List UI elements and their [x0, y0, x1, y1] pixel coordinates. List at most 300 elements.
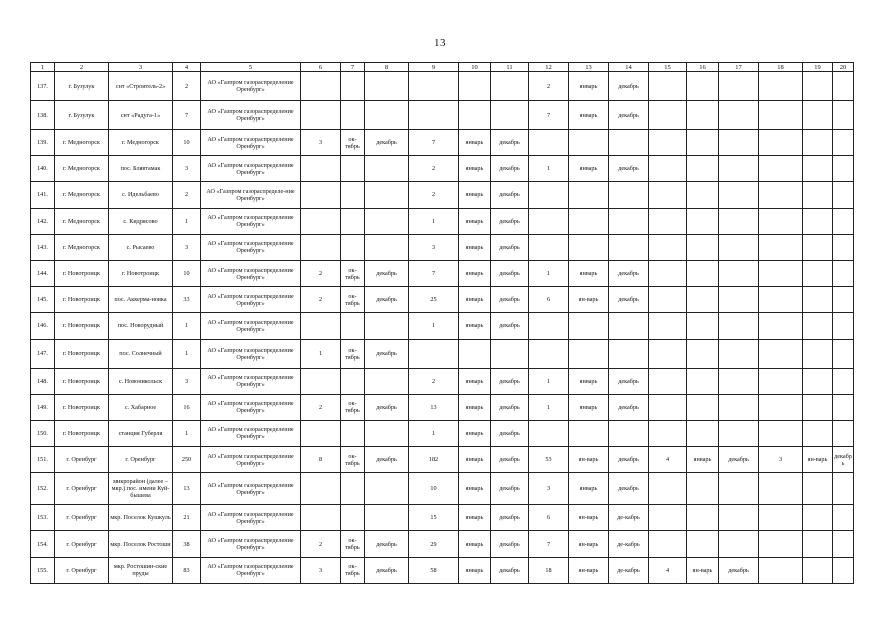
table-cell: 2 [173, 72, 201, 101]
table-cell [569, 182, 609, 208]
table-cell: 7 [409, 260, 459, 286]
table-cell: АО «Газпром газораспределение Оренбург» [201, 473, 301, 505]
table-cell [687, 287, 719, 313]
table-cell: декабрь [365, 394, 409, 420]
table-cell: 38 [173, 531, 201, 557]
table-cell [649, 287, 687, 313]
table-cell: ян-варь [569, 531, 609, 557]
table-cell [687, 156, 719, 182]
table-cell [803, 368, 833, 394]
table-cell: г. Бузулук [55, 101, 109, 130]
table-cell: декабрь [491, 130, 529, 156]
table-cell [301, 234, 341, 260]
table-cell: 2 [301, 260, 341, 286]
table-cell: 53 [529, 447, 569, 473]
table-cell [687, 313, 719, 339]
table-cell: 3 [409, 234, 459, 260]
table-cell: мкр. Поселок Ростоши [109, 531, 173, 557]
table-cell [301, 368, 341, 394]
table-cell: январь [569, 156, 609, 182]
table-cell: 10 [173, 130, 201, 156]
table-cell: 139. [31, 130, 55, 156]
table-row [31, 531, 854, 557]
table-cell [649, 208, 687, 234]
table-cell [759, 260, 803, 286]
table-cell [833, 287, 854, 313]
table-cell [687, 420, 719, 446]
table-cell [569, 130, 609, 156]
table-cell: 148. [31, 368, 55, 394]
table-cell: январь [569, 260, 609, 286]
table-cell: декабрь [609, 473, 649, 505]
table-cell: 3 [301, 557, 341, 583]
table-cell [649, 339, 687, 368]
table-cell: 15 [409, 505, 459, 531]
table-cell: г. Новотроицк [55, 260, 109, 286]
table-cell: январь [569, 368, 609, 394]
table-cell: декабрь [491, 531, 529, 557]
table-cell: с. Рысаево [109, 234, 173, 260]
table-cell [649, 156, 687, 182]
table-row [31, 260, 854, 286]
table-cell [803, 505, 833, 531]
table-cell [759, 72, 803, 101]
table-cell [529, 313, 569, 339]
table-cell [341, 156, 365, 182]
table-cell [301, 182, 341, 208]
table-cell: 7 [529, 101, 569, 130]
table-cell: 155. [31, 557, 55, 583]
table-cell: пос. Блявтамак [109, 156, 173, 182]
table-cell [759, 531, 803, 557]
table-cell: 150. [31, 420, 55, 446]
table-cell [833, 394, 854, 420]
table-row [31, 473, 854, 505]
table-cell: 182 [409, 447, 459, 473]
table-cell [803, 101, 833, 130]
table-cell: январь [569, 473, 609, 505]
table-cell: пос. Солнечный [109, 339, 173, 368]
table-cell: ок-тябрь [341, 130, 365, 156]
table-cell: декабрь [365, 130, 409, 156]
table-cell: 7 [173, 101, 201, 130]
table-cell: 154. [31, 531, 55, 557]
table-cell: 1 [409, 208, 459, 234]
table-cell: АО «Газпром газораспределение Оренбург» [201, 339, 301, 368]
table-cell [833, 368, 854, 394]
table-cell [719, 208, 759, 234]
table-cell [341, 368, 365, 394]
table-cell [687, 208, 719, 234]
table-cell [719, 394, 759, 420]
table-cell [687, 394, 719, 420]
table-cell [649, 101, 687, 130]
table-cell: г. Новотроицк [55, 313, 109, 339]
table-cell: 6 [529, 287, 569, 313]
table-cell [687, 101, 719, 130]
table-cell [649, 313, 687, 339]
table-cell: г. Новотроицк [109, 260, 173, 286]
table-cell: АО «Газпром газораспределе-ние Оренбург» [201, 182, 301, 208]
table-cell: январь [459, 447, 491, 473]
table-cell: АО «Газпром газораспределение Оренбург» [201, 557, 301, 583]
table-cell [719, 505, 759, 531]
table-cell: декабрь [719, 557, 759, 583]
table-cell [301, 505, 341, 531]
table-cell [759, 208, 803, 234]
table-cell: г. Медногорск [109, 130, 173, 156]
table-cell: ян-варь [803, 447, 833, 473]
table-cell [341, 505, 365, 531]
table-cell: г. Медногорск [55, 234, 109, 260]
table-cell: г. Новотроицк [55, 368, 109, 394]
table-cell: 1 [529, 368, 569, 394]
table-cell: 10 [173, 260, 201, 286]
table-cell: 145. [31, 287, 55, 313]
table-cell [341, 182, 365, 208]
table-cell [491, 72, 529, 101]
table-cell: мкр. Ростошин-ские пруды [109, 557, 173, 583]
table-cell: г. Оренбург [55, 557, 109, 583]
table-cell: январь [459, 234, 491, 260]
table-cell [365, 182, 409, 208]
table-cell: 2 [409, 156, 459, 182]
column-header: 17 [719, 63, 759, 72]
table-cell: АО «Газпром газораспределение Оренбург» [201, 394, 301, 420]
table-cell: г. Медногорск [55, 182, 109, 208]
table-cell: г. Бузулук [55, 72, 109, 101]
table-cell [833, 234, 854, 260]
table-cell [833, 339, 854, 368]
table-cell: 4 [649, 557, 687, 583]
table-cell [687, 130, 719, 156]
table-cell: 1 [409, 313, 459, 339]
table-cell: г. Оренбург [55, 447, 109, 473]
column-header: 19 [803, 63, 833, 72]
table-cell: 140. [31, 156, 55, 182]
table-cell: декабрь [491, 260, 529, 286]
table-cell [759, 182, 803, 208]
table-cell: г. Новотроицк [55, 339, 109, 368]
table-cell [719, 531, 759, 557]
table-cell: 152. [31, 473, 55, 505]
table-cell: де-кабрь [609, 557, 649, 583]
column-header: 16 [687, 63, 719, 72]
table-cell: декабрь [491, 394, 529, 420]
table-row [31, 447, 854, 473]
table-cell: г. Новотроицк [55, 420, 109, 446]
table-cell: январь [459, 394, 491, 420]
table-cell: 3 [173, 368, 201, 394]
table-cell: г. Оренбург [55, 473, 109, 505]
table-cell [649, 473, 687, 505]
table-cell: 2 [301, 394, 341, 420]
table-cell [833, 473, 854, 505]
table-cell [649, 234, 687, 260]
table-cell: 13 [173, 473, 201, 505]
table-cell: АО «Газпром газораспределение Оренбург» [201, 505, 301, 531]
table-cell: с. Хабарное [109, 394, 173, 420]
column-header: 15 [649, 63, 687, 72]
table-cell [833, 182, 854, 208]
column-header: 5 [201, 63, 301, 72]
table-row [31, 182, 854, 208]
table-cell [365, 156, 409, 182]
table-cell [719, 72, 759, 101]
table-cell [687, 182, 719, 208]
table-cell: ян-варь [569, 447, 609, 473]
table-row [31, 72, 854, 101]
table-cell: 2 [409, 182, 459, 208]
table-cell: ок-тябрь [341, 557, 365, 583]
table-cell: ок-тябрь [341, 339, 365, 368]
table-row [31, 287, 854, 313]
table-cell: декабрь [491, 505, 529, 531]
table-cell [491, 339, 529, 368]
table-cell [365, 368, 409, 394]
table-cell: 3 [301, 130, 341, 156]
table-cell: январь [569, 394, 609, 420]
table-cell [833, 130, 854, 156]
table-cell [719, 339, 759, 368]
table-cell [649, 420, 687, 446]
table-cell [759, 234, 803, 260]
table-cell [687, 72, 719, 101]
table-cell [759, 339, 803, 368]
column-header: 7 [341, 63, 365, 72]
table-cell [529, 208, 569, 234]
table-cell: 1 [529, 394, 569, 420]
table-cell: 146. [31, 313, 55, 339]
table-cell: 33 [173, 287, 201, 313]
table-row [31, 420, 854, 446]
table-cell [687, 234, 719, 260]
table-cell: январь [459, 473, 491, 505]
table-cell: 29 [409, 531, 459, 557]
table-cell: 83 [173, 557, 201, 583]
column-header: 14 [609, 63, 649, 72]
table-cell: 2 [301, 531, 341, 557]
column-header: 13 [569, 63, 609, 72]
table-cell: г. Оренбург [109, 447, 173, 473]
table-cell [341, 101, 365, 130]
table-cell [803, 420, 833, 446]
table-cell: г. Медногорск [55, 130, 109, 156]
table-cell: АО «Газпром газораспределение Оренбург» [201, 208, 301, 234]
table-row [31, 313, 854, 339]
table-cell [649, 531, 687, 557]
table-cell [301, 473, 341, 505]
table-cell [301, 313, 341, 339]
column-header: 10 [459, 63, 491, 72]
table-cell [649, 182, 687, 208]
table-cell: декабрь [491, 447, 529, 473]
table-row [31, 234, 854, 260]
table-cell: г. Оренбург [55, 531, 109, 557]
table-cell [365, 101, 409, 130]
table-cell [759, 313, 803, 339]
table-cell: АО «Газпром газораспределение Оренбург» [201, 531, 301, 557]
table-cell [569, 208, 609, 234]
table-cell [341, 72, 365, 101]
table-cell: декабрь [491, 557, 529, 583]
table-cell: декабрь [609, 368, 649, 394]
table-cell: декабрь [491, 208, 529, 234]
table-cell [569, 313, 609, 339]
table-cell: декабрь [491, 234, 529, 260]
table-cell: 3 [173, 234, 201, 260]
table-cell [759, 287, 803, 313]
table-cell [719, 156, 759, 182]
table-cell [301, 156, 341, 182]
table-cell [341, 420, 365, 446]
table-cell [803, 531, 833, 557]
table-cell [833, 101, 854, 130]
table-cell [365, 72, 409, 101]
table-cell [803, 313, 833, 339]
table-cell: декабрь [609, 101, 649, 130]
table-cell: ок-тябрь [341, 531, 365, 557]
table-cell [301, 101, 341, 130]
header-row [31, 63, 854, 72]
column-header: 6 [301, 63, 341, 72]
table-cell: декабрь [491, 420, 529, 446]
table-cell: 7 [409, 130, 459, 156]
table-cell: декабрь [833, 447, 854, 473]
table-cell: АО «Газпром газораспределение Оренбург» [201, 130, 301, 156]
table-cell [365, 313, 409, 339]
table-cell: 2 [301, 287, 341, 313]
table-cell: АО «Газпром газораспределение Оренбург» [201, 234, 301, 260]
table-cell [609, 339, 649, 368]
table-cell: январь [459, 420, 491, 446]
table-cell [609, 234, 649, 260]
table-cell [649, 130, 687, 156]
table-cell [365, 234, 409, 260]
table-cell [759, 473, 803, 505]
table-cell [687, 260, 719, 286]
column-header: 2 [55, 63, 109, 72]
table-cell [365, 208, 409, 234]
table-cell [687, 473, 719, 505]
table-cell [833, 156, 854, 182]
table-cell [301, 208, 341, 234]
table-cell: декабрь [491, 182, 529, 208]
column-header: 4 [173, 63, 201, 72]
table-cell [803, 260, 833, 286]
table-cell [459, 72, 491, 101]
table-cell: АО «Газпром газораспределение Оренбург» [201, 72, 301, 101]
table-cell [803, 182, 833, 208]
table-cell [609, 313, 649, 339]
table-cell: январь [569, 101, 609, 130]
table-cell [529, 339, 569, 368]
table-cell: 21 [173, 505, 201, 531]
table-cell: декабрь [609, 394, 649, 420]
table-cell [459, 339, 491, 368]
table-cell [409, 72, 459, 101]
table-cell [301, 72, 341, 101]
table-cell [719, 368, 759, 394]
table-cell [341, 208, 365, 234]
table-cell [365, 473, 409, 505]
table-cell: декабрь [609, 260, 649, 286]
table-cell [569, 420, 609, 446]
table-cell [833, 420, 854, 446]
table-cell: г. Новотроицк [55, 394, 109, 420]
table-cell: декабрь [365, 287, 409, 313]
table-cell: 250 [173, 447, 201, 473]
table-cell: 3 [529, 473, 569, 505]
table-cell: АО «Газпром газораспределение Оренбург» [201, 447, 301, 473]
table-cell: ок-тябрь [341, 394, 365, 420]
table-cell: январь [459, 287, 491, 313]
table-cell [569, 234, 609, 260]
table-cell: январь [687, 447, 719, 473]
column-header: 9 [409, 63, 459, 72]
table-cell: январь [459, 260, 491, 286]
table-cell: 1 [409, 420, 459, 446]
column-header: 18 [759, 63, 803, 72]
table-cell [609, 130, 649, 156]
table-cell: ок-тябрь [341, 287, 365, 313]
table-cell: январь [459, 313, 491, 339]
table-cell [459, 101, 491, 130]
table-cell [759, 156, 803, 182]
table-cell: декабрь [719, 447, 759, 473]
table-cell: 25 [409, 287, 459, 313]
table-cell: снт «Радуга-1» [109, 101, 173, 130]
table-cell [529, 234, 569, 260]
table-row [31, 505, 854, 531]
table-cell: декабрь [491, 313, 529, 339]
table-cell [529, 420, 569, 446]
table-cell: 3 [759, 447, 803, 473]
table-cell: 1 [529, 260, 569, 286]
table-cell: 6 [529, 505, 569, 531]
table-cell [759, 420, 803, 446]
table-cell [341, 313, 365, 339]
table-cell: с. Идельбаево [109, 182, 173, 208]
table-cell: 143. [31, 234, 55, 260]
table-cell: 58 [409, 557, 459, 583]
column-header: 12 [529, 63, 569, 72]
table-cell: январь [459, 505, 491, 531]
table-cell: 151. [31, 447, 55, 473]
table-cell [719, 130, 759, 156]
table-cell: декабрь [491, 473, 529, 505]
table-cell [687, 339, 719, 368]
table-cell: декабрь [365, 531, 409, 557]
table-cell: январь [569, 72, 609, 101]
table-row [31, 130, 854, 156]
table-cell: АО «Газпром газораспределение Оренбург» [201, 420, 301, 446]
table-cell: АО «Газпром газораспределение Оренбург» [201, 368, 301, 394]
table-cell [719, 101, 759, 130]
table-cell: 144. [31, 260, 55, 286]
table-cell [719, 420, 759, 446]
table-cell [649, 260, 687, 286]
table-cell: январь [459, 182, 491, 208]
table-cell [569, 339, 609, 368]
table-cell [833, 313, 854, 339]
table-row [31, 208, 854, 234]
table-cell: январь [459, 208, 491, 234]
table-cell [803, 394, 833, 420]
table-cell [759, 557, 803, 583]
table-cell [759, 368, 803, 394]
table-cell: с. Кидрясово [109, 208, 173, 234]
